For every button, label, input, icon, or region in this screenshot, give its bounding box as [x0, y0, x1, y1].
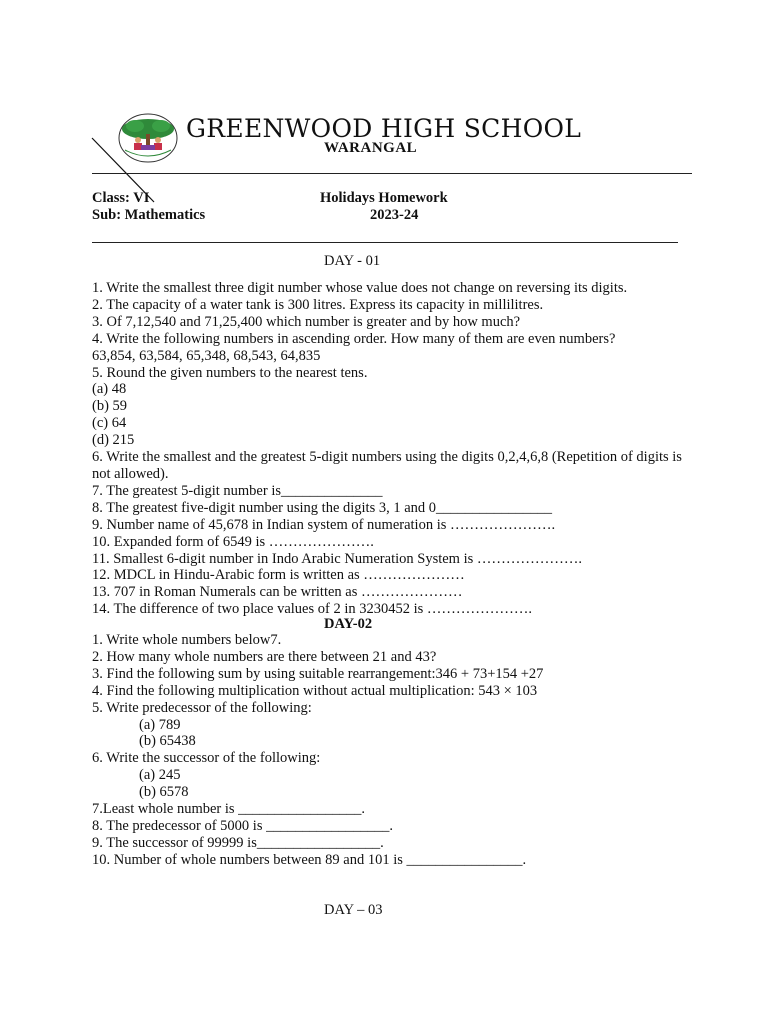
day2-option: (a) 789 [139, 716, 181, 733]
day1-question: 14. The difference of two place values of 2 in 3230452 is …………………. [92, 601, 533, 618]
academic-year: 2023-24 [370, 207, 419, 223]
day1-question: 1. Write the smallest three digit number whose value does not change on reversing its digits. [92, 280, 628, 296]
day2-question: 4. Find the following multiplication without actual multiplication: 543 × 103 [92, 682, 538, 699]
day1-option: (a) 48 [92, 381, 127, 398]
day1-question: 3. Of 7,12,540 and 71,25,400 which number is greater and by how much? [92, 313, 521, 330]
day1-question: 2. The capacity of a water tank is 300 litres. Express its capacity in millilitres. [92, 296, 544, 313]
school-name: GREENWOOD HIGH SCHOOL [186, 114, 582, 143]
subject-label: Sub: Mathematics [92, 207, 206, 223]
day1-question: 5. Round the given numbers to the nearest tens. [92, 364, 368, 381]
day2-question: 8. The predecessor of 5000 is _________________. [92, 817, 393, 834]
day1-option: (d) 215 [92, 432, 135, 449]
day1-question: 9. Number name of 45,678 in Indian system of numeration is …………………. [92, 516, 556, 533]
class-label: Class: VI [92, 190, 150, 206]
day1-heading: DAY - 01 [324, 253, 381, 269]
header-rule-bottom [92, 242, 678, 243]
day2-question: 1. Write whole numbers below7. [92, 632, 282, 648]
day2-question: 2. How many whole numbers are there between 21 and 43? [92, 648, 437, 665]
day1-option: (b) 59 [92, 398, 128, 415]
day1-number-list: 63,854, 63,584, 65,348, 68,543, 64,835 [92, 347, 321, 364]
day1-question: 4. Write the following numbers in ascending order. How many of them are even numbers? [92, 330, 616, 347]
day2-option: (b) 6578 [139, 784, 189, 801]
day1-question: 8. The greatest five-digit number using the digits 3, 1 and 0________________ [92, 499, 553, 516]
day3-heading: DAY – 03 [324, 902, 383, 918]
day2-questions [92, 632, 732, 869]
day2-question: 9. The successor of 99999 is_________________. [92, 834, 384, 851]
day1-question: 12. MDCL in Hindu-Arabic form is written as ………………… [92, 567, 465, 584]
day1-question: 10. Expanded form of 6549 is …………………. [92, 533, 374, 550]
header-rule-top [92, 173, 692, 174]
day1-question: 13. 707 in Roman Numerals can be written as ………………… [92, 584, 463, 601]
day1-option: (c) 64 [92, 415, 127, 432]
day2-question: 10. Number of whole numbers between 89 and 101 is ________________. [92, 851, 527, 868]
day1-question: 11. Smallest 6-digit number in Indo Arabic Numeration System is …………………. [92, 550, 582, 567]
day2-option: (b) 65438 [139, 733, 196, 750]
day1-questions [92, 280, 732, 618]
day2-question: 3. Find the following sum by using suitable rearrangement:346 + 73+154 +27 [92, 665, 544, 682]
day2-heading: DAY-02 [324, 616, 373, 632]
school-city: WARANGAL [324, 140, 418, 156]
day2-question: 6. Write the successor of the following: [92, 750, 321, 767]
day1-question: 7. The greatest 5-digit number is______________ [92, 482, 383, 499]
day2-option: (a) 245 [139, 767, 181, 784]
day1-question: 6. Write the smallest and the greatest 5-digit numbers using the digits 0,2,4,6,8 (Repetition of digits is not allowed). [92, 449, 682, 482]
homework-title: Holidays Homework [320, 190, 448, 206]
day2-question: 5. Write predecessor of the following: [92, 699, 312, 716]
day2-question: 7.Least whole number is _________________. [92, 801, 366, 818]
